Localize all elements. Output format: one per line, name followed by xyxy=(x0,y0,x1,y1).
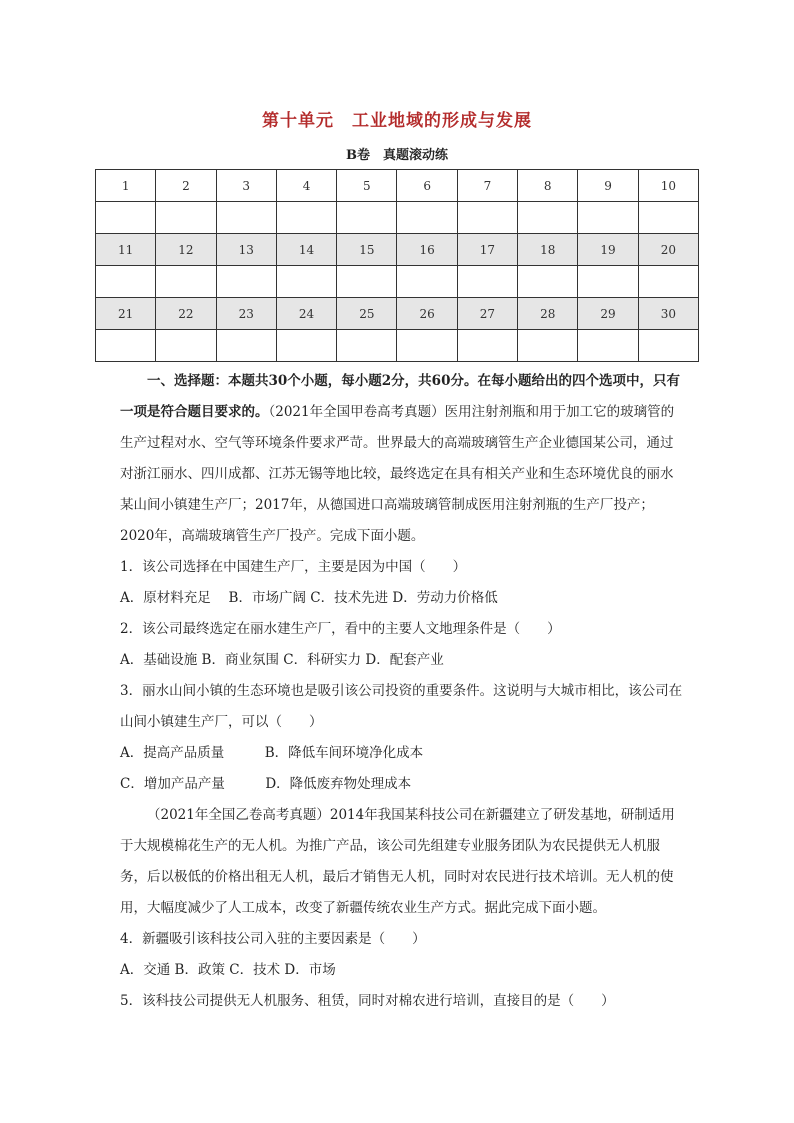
question-number-cell: 21 xyxy=(96,298,156,330)
question-options: A．原材料充足 B．市场广阔 C．技术先进 D．劳动力价格低 xyxy=(120,590,498,606)
question-number-cell: 27 xyxy=(457,298,517,330)
question-number-cell: 29 xyxy=(578,298,638,330)
question-stem: 2．该公司最终选定在丽水建生产厂，看中的主要人文地理条件是（ ） xyxy=(120,621,561,637)
answer-blank-row xyxy=(96,202,699,234)
answer-blank-cell[interactable] xyxy=(578,266,638,298)
question-number-cell: 1 xyxy=(96,170,156,202)
answer-blank-cell[interactable] xyxy=(156,330,216,362)
answer-blank-cell[interactable] xyxy=(397,202,457,234)
answer-blank-cell[interactable] xyxy=(337,330,397,362)
section-heading: 一、选择题：本题共30个小题，每小题2分，共60分。在每小题给出的四个选项中，只有一项是符合题目要求的。 xyxy=(120,373,680,420)
question-number-cell: 2 xyxy=(156,170,216,202)
question-number-cell: 10 xyxy=(638,170,698,202)
question-number-cell: 16 xyxy=(397,234,457,266)
question-number-cell: 17 xyxy=(457,234,517,266)
answer-blank-cell[interactable] xyxy=(638,330,698,362)
question-number-cell: 14 xyxy=(276,234,336,266)
question-number-cell: 11 xyxy=(96,234,156,266)
answer-blank-cell[interactable] xyxy=(96,202,156,234)
answer-blank-cell[interactable] xyxy=(518,330,578,362)
answer-blank-cell[interactable] xyxy=(276,330,336,362)
question-number-cell: 18 xyxy=(518,234,578,266)
question-number-cell: 8 xyxy=(518,170,578,202)
answer-blank-cell[interactable] xyxy=(156,266,216,298)
question-number-cell: 24 xyxy=(276,298,336,330)
question-stem: 3．丽水山间小镇的生态环境也是吸引该公司投资的重要条件。这说明与大城市相比，该公司在山间小镇建生产厂，可以（ ） xyxy=(120,683,683,730)
answer-blank-cell[interactable] xyxy=(457,266,517,298)
question-options: A．交通 B．政策 C．技术 D．市场 xyxy=(120,962,336,978)
question-stem: 1．该公司选择在中国建生产厂，主要是因为中国（ ） xyxy=(120,559,467,575)
answer-blank-cell[interactable] xyxy=(578,330,638,362)
answer-blank-cell[interactable] xyxy=(397,330,457,362)
section-intro xyxy=(120,366,685,552)
question-number-cell: 12 xyxy=(156,234,216,266)
answer-blank-cell[interactable] xyxy=(216,202,276,234)
answer-blank-cell[interactable] xyxy=(216,266,276,298)
answer-blank-cell[interactable] xyxy=(578,202,638,234)
answer-number-row xyxy=(96,234,699,266)
answer-blank-cell[interactable] xyxy=(276,266,336,298)
answer-blank-cell[interactable] xyxy=(638,266,698,298)
question-options: A．提高产品质量 B．降低车间环境净化成本 xyxy=(120,745,424,761)
question-number-cell: 15 xyxy=(337,234,397,266)
answer-table xyxy=(95,169,699,362)
answer-blank-cell[interactable] xyxy=(337,266,397,298)
answer-blank-cell[interactable] xyxy=(337,202,397,234)
question-number-cell: 7 xyxy=(457,170,517,202)
question-number-cell: 30 xyxy=(638,298,698,330)
answer-blank-cell[interactable] xyxy=(518,202,578,234)
question-options: C．增加产品产量 D．降低废弃物处理成本 xyxy=(120,776,412,792)
answer-blank-row xyxy=(96,330,699,362)
question-number-cell: 5 xyxy=(337,170,397,202)
question-number-cell: 26 xyxy=(397,298,457,330)
page-subtitle: B卷 真题滚动练 xyxy=(346,148,448,163)
question-group-2 xyxy=(120,924,685,1017)
answer-blank-cell[interactable] xyxy=(518,266,578,298)
question-number-cell: 23 xyxy=(216,298,276,330)
answer-blank-cell[interactable] xyxy=(457,202,517,234)
answer-blank-cell[interactable] xyxy=(96,330,156,362)
question-stem: 5．该科技公司提供无人机服务、租赁，同时对棉农进行培训，直接目的是（ ） xyxy=(120,993,615,1009)
question-number-cell: 3 xyxy=(216,170,276,202)
question-group-1 xyxy=(120,552,685,800)
question-number-cell: 9 xyxy=(578,170,638,202)
question-number-cell: 4 xyxy=(276,170,336,202)
question-number-cell: 19 xyxy=(578,234,638,266)
answer-blank-cell[interactable] xyxy=(638,202,698,234)
answer-blank-cell[interactable] xyxy=(457,330,517,362)
answer-blank-cell[interactable] xyxy=(216,330,276,362)
answer-blank-cell[interactable] xyxy=(397,266,457,298)
answer-blank-cell[interactable] xyxy=(156,202,216,234)
answer-number-row xyxy=(96,170,699,202)
question-number-cell: 28 xyxy=(518,298,578,330)
question-content xyxy=(120,366,685,1017)
answer-blank-row xyxy=(96,266,699,298)
question-number-cell: 22 xyxy=(156,298,216,330)
passage-2: （2021年全国乙卷高考真题）2014年我国某科技公司在新疆建立了研发基地，研制适用于大规模棉花生产的无人机。为推广产品，该公司先组建专业服务团队为农民提供无人机服务，后以极低的价格出租无人机，最后才销售无人机，同时对农民进行技术培训。无人机的使用，大幅度减少了人工成本，改变了新疆传统农业生产方式。据此完成下面小题。 xyxy=(120,807,675,916)
answer-blank-cell[interactable] xyxy=(96,266,156,298)
question-stem: 4．新疆吸引该科技公司入驻的主要因素是（ ） xyxy=(120,931,426,947)
page-title: 第十单元 工业地域的形成与发展 xyxy=(262,111,532,131)
question-number-cell: 6 xyxy=(397,170,457,202)
question-options: A．基础设施 B．商业氛围 C．科研实力 D．配套产业 xyxy=(120,652,444,668)
question-number-cell: 20 xyxy=(638,234,698,266)
answer-blank-cell[interactable] xyxy=(276,202,336,234)
question-number-cell: 13 xyxy=(216,234,276,266)
passage-1: （2021年全国甲卷高考真题）医用注射剂瓶和用于加工它的玻璃管的生产过程对水、空气等环境条件要求严苛。世界最大的高端玻璃管生产企业德国某公司，通过对浙江丽水、四川成都、江苏无锡等地比较，最终选定在具有相关产业和生态环境优良的丽水某山间小镇建生产厂；2017年，从德国进口高端玻璃管制成医用注射剂瓶的生产厂投产；2020年，高端玻璃管生产厂投产。完成下面小题。 xyxy=(120,404,675,544)
answer-number-row xyxy=(96,298,699,330)
question-number-cell: 25 xyxy=(337,298,397,330)
